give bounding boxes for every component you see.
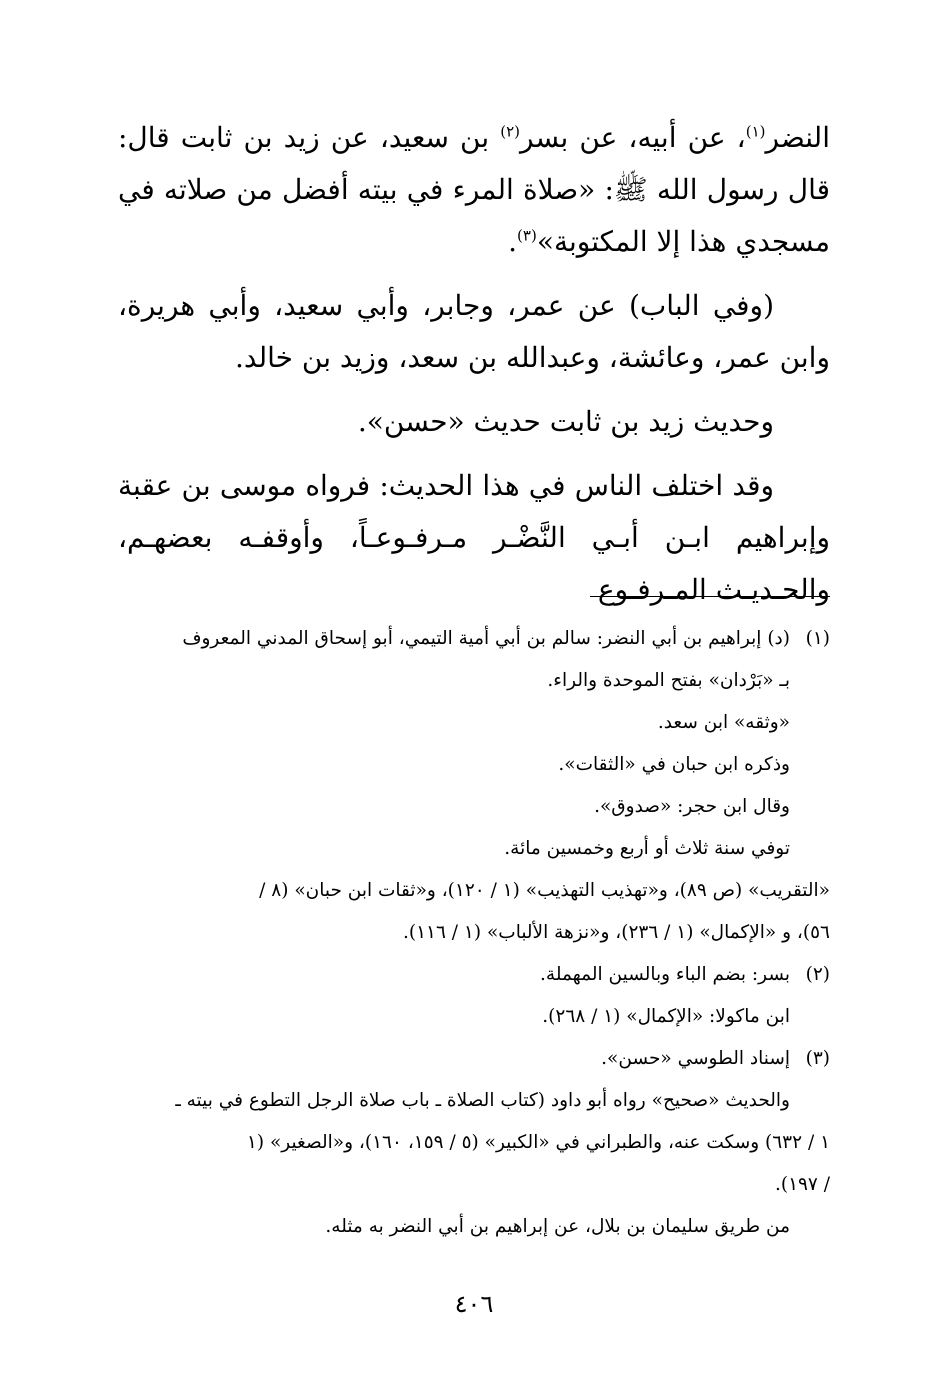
footnote-number: (٣) <box>805 1048 830 1069</box>
footnote-1-line: بـ «بَرْدان» بفتح الموحدة والراء. <box>547 670 790 691</box>
main-text <box>118 112 830 616</box>
footnote-1-line: وذكره ابن حبان في «الثقات». <box>558 754 790 775</box>
paragraph-grading <box>118 396 830 448</box>
paragraph-ikhtilaf <box>118 460 830 616</box>
footnote-1-line: وقال ابن حجر: «صدوق». <box>594 796 790 817</box>
text-run: ابـن أبـي النَّضْـر مـرفـوعـاً، وأوقفـه بعضهـم، والحـديـث المـرفـوع <box>118 521 830 606</box>
footnote-ref-3[interactable]: (٣) <box>517 226 537 245</box>
footnote-ref-2[interactable]: (٢) <box>500 122 521 141</box>
footnote-1-line: توفي سنة ثلاث أو أربع وخمسين مائة. <box>504 838 790 859</box>
footnote-3-line: / ١٩٧). <box>774 1174 830 1195</box>
text-run: ، عن أبيه، عن بسر <box>520 121 746 154</box>
footnote-text: بسر: بضم الباء وبالسين المهملة. <box>540 964 790 985</box>
footnote-3-line: ١ / ٦٣٢) وسكت عنه، والطبراني في «الكبير» (٥ / ١٥٩، ١٦٠)، و«الصغير» (١ <box>246 1132 830 1153</box>
footnote-text: إسناد الطوسي «حسن». <box>601 1048 790 1069</box>
footnote-1-line: «وثقه» ابن سعد. <box>657 712 790 733</box>
text-run: النضر <box>765 121 830 154</box>
footnote-separator <box>590 596 830 597</box>
footnote-number: (٢) <box>805 964 830 985</box>
footnote-ref-1[interactable]: (١) <box>745 122 766 141</box>
text-run: المكتوبة» <box>536 225 648 258</box>
text-run: وعائشة، وعبدالله بن سعد، وزيد بن خالد. <box>235 341 705 374</box>
footnote-2-line <box>118 954 830 996</box>
text-run: . <box>508 225 518 258</box>
footnote-text: (د) إبراهيم بن أبي النضر: سالم بن أبي أمية التيمي، أبو إسحاق المدني المعروف <box>182 628 790 649</box>
footnote-3-line: والحديث «صحيح» رواه أبو داود (كتاب الصلاة ـ باب صلاة الرجل التطوع في بيته ـ <box>175 1090 790 1111</box>
footnote-1-line <box>118 618 830 660</box>
footnote-3-line <box>118 1038 830 1080</box>
footnotes <box>118 618 830 1248</box>
footnote-2-line: ابن ماكولا: «الإكمال» (١ / ٢٦٨). <box>542 1006 790 1027</box>
text-run: بن سعيد، عن زيد بن ثابت قال: قال رسول <box>118 121 831 206</box>
text-run: وحديث زيد بن ثابت حديث «حسن». <box>357 405 774 438</box>
page-number: ٤٠٦ <box>454 1290 494 1318</box>
footnote-1-line: «التقريب» (ص ٨٩)، و«تهذيب التهذيب» (١ / ١٢٠)، و«ثقات ابن حبان» (٨ / <box>259 880 830 901</box>
text-run: وقد اختلف الناس في هذا الحديث: فرواه موسى بن عقبة وإبراهيم <box>118 469 830 554</box>
text-run: (وفي الباب) عن عمر، وجابر، وأبي سعيد، وأبي هريرة، وابن عمر، <box>118 289 830 374</box>
paragraph-hadith <box>118 112 830 268</box>
text-run: الله ﷺ: «صلاة المرء في بيته أفضل من صلاته في مسجدي هذا إلا <box>118 173 830 258</box>
paragraph-fi-al-bab <box>118 280 830 384</box>
footnote-1-line: ٥٦)، و «الإكمال» (١ / ٢٣٦)، و«نزهة الألباب» (١ / ١١٦). <box>403 922 830 943</box>
footnote-number: (١) <box>805 628 830 649</box>
footnote-3-line: من طريق سليمان بن بلال، عن إبراهيم بن أبي النضر به مثله. <box>325 1216 790 1237</box>
